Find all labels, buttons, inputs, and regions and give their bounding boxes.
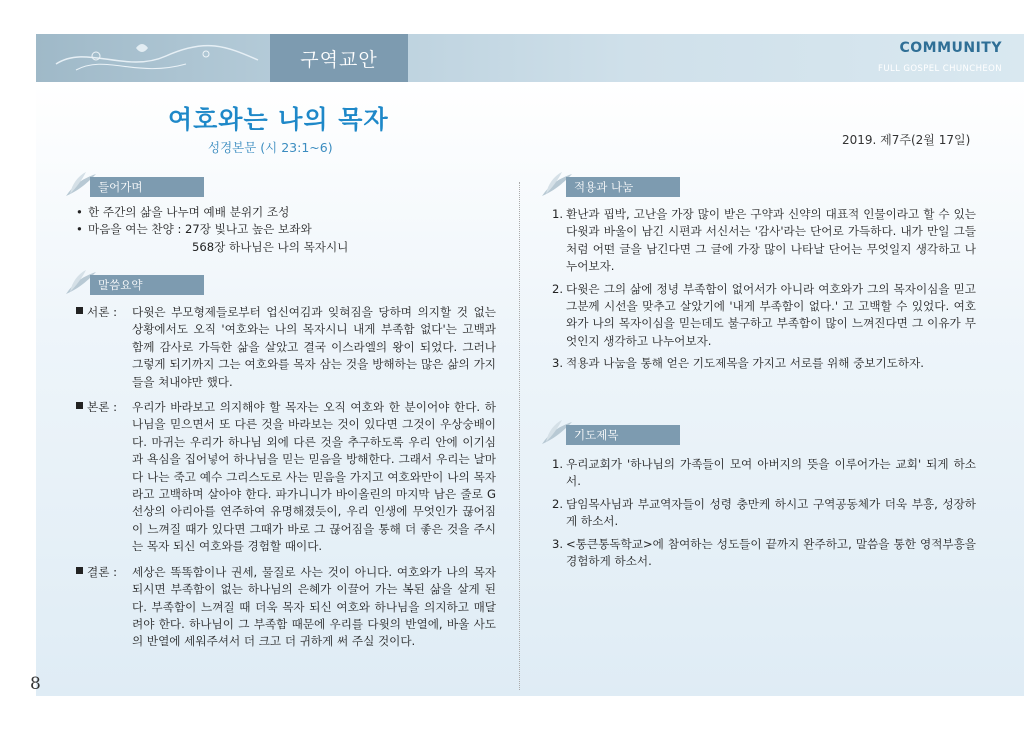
summary-body: [76, 304, 496, 651]
section-apply-label: 적용과 나눔: [566, 177, 680, 197]
section-prayer-heading: [540, 424, 680, 446]
section-intro-label: 들어가며: [90, 177, 204, 197]
list-item: 1. 환난과 핍박, 고난을 가장 많이 받은 구약과 신약의 대표적 인물이라고 할 수 있는 다윗과 바울이 남긴 시편과 서신서는 '감사'라는 단어로 가득하다. 내가 만일 그들처럼 어떤 글을 남긴다면 그 글에 가장 많이 나타날 단어는 무엇일지 생각하고 나누어보자.: [552, 207, 976, 274]
prayer-list: [552, 456, 976, 575]
apply-list: [552, 206, 976, 378]
scripture-reference: 성경본문 (시 23:1~6): [208, 140, 333, 155]
community-label: COMMUNITY: [899, 40, 1002, 56]
section-summary-label: 말씀요약: [90, 275, 204, 295]
header-tab-title: 구역교안: [270, 34, 408, 82]
hymn-2: 568장 하나님은 나의 목자시니: [192, 239, 349, 254]
church-label: FULL GOSPEL CHUNCHEON: [878, 64, 1002, 74]
list-item: 1. 우리교회가 '하나님의 가족들이 모여 아버지의 뜻을 이루어가는 교회' 되게 하소서.: [552, 457, 976, 489]
column-divider: [519, 182, 520, 690]
summary-intro-paragraph: 서론 : 다윗은 부모형제들로부터 업신여김과 잊혀짐을 당하며 의지할 것 없는 상황에서도 오직 '여호와는 나의 목자시니 내게 부족함 없다'는 고백과 함께 감사로 가득한 삶을 살았고 결국 이스라엘의 왕이 되었다. 그러나 그렇게 되기까지 그는 여호와를 목자 삼는 것을 방해하는 많은 삶의 가지들을 쳐내야만 했다.: [76, 304, 496, 391]
list-item: 3. 적용과 나눔을 통해 얻은 기도제목을 가지고 서로를 위해 중보기도하자.: [552, 356, 924, 371]
section-intro-heading: [64, 176, 204, 198]
intro-list: [76, 204, 506, 256]
page-number: 8: [30, 674, 41, 694]
floral-swirl-icon: [36, 34, 266, 82]
page-title: 여호와는 나의 목자: [168, 105, 389, 134]
summary-conclusion-paragraph: 결론 : 세상은 똑똑함이나 권세, 물질로 사는 것이 아니다. 여호와가 나의 목자 되시면 부족함이 없는 하나님의 은혜가 이끌어 가는 복된 삶을 살게 된다. 부족함이 느껴질 때 더욱 목자 되신 여호와 하나님을 의지하고 매달려야 한다. 하나님이 그 부족함 때문에 우리를 다윗의 반열에, 바울 사도의 반열에 세워주셔서 더 크고 더 귀하게 써 주실 것이다.: [76, 564, 496, 651]
list-item: • 한 주간의 삶을 나누며 예배 분위기 조성: [76, 204, 506, 221]
section-apply-heading: [540, 176, 680, 198]
list-item: 2. 다윗은 그의 삶에 정녕 부족함이 없어서가 아니라 여호와가 그의 목자이심을 믿고 그분께 시선을 맞추고 살았기에 '내게 부족함이 없다.' 고 고백할 수 있었다. 여호와가 나의 목자이심을 믿는데도 불구하고 부족함이 많이 느껴진다면 그 이유가 무엇인지 생각하고 나누어보자.: [552, 281, 976, 348]
section-prayer-label: 기도제목: [566, 425, 680, 445]
list-item: 3. <통큰통독학교>에 참여하는 성도들이 끝까지 완주하고, 말씀을 통한 영적부흥을 경험하게 하소서.: [552, 536, 976, 569]
date-label: 2019. 제7주(2월 17일): [842, 133, 971, 147]
summary-body-paragraph: 본론 : 우리가 바라보고 의지해야 할 목자는 오직 여호와 한 분이어야 한다. 하나님을 믿으면서 또 다른 것을 바라보는 것이 있다면 그것이 우상숭배이다. 마귀는 우리가 하나님 외에 다른 것을 추구하도록 우리 안에 이기심과 욕심을 집어넣어 하나님을 믿는 믿음을 방해한다. 그래서 우리는 날마다 나는 죽고 예수 그리스도로 사는 믿음을 가지고 여호와만이 나의 목자라고 고백하며 살아야 한다. 파가니니가 바이올린의 마지막 남은 줄로 G선상의 아리아를 연주하여 유명해졌듯이, 우리 인생에 무엇인가 끊어짐이 느껴질 때가 있다면 그때가 바로 그 끊어짐을 통해 더 좋은 것을 주시는 목자 되신 여호와를 경험할 때이다.: [76, 399, 496, 556]
section-summary-heading: [64, 274, 204, 296]
header-band: [36, 34, 1024, 82]
list-item: 2. 담임목사님과 부교역자들이 성령 충만케 하시고 구역공동체가 더욱 부흥, 성장하게 하소서.: [552, 496, 976, 529]
list-item: • 마음을 여는 찬양 : 27장 빛나고 높은 보좌와: [76, 221, 506, 238]
